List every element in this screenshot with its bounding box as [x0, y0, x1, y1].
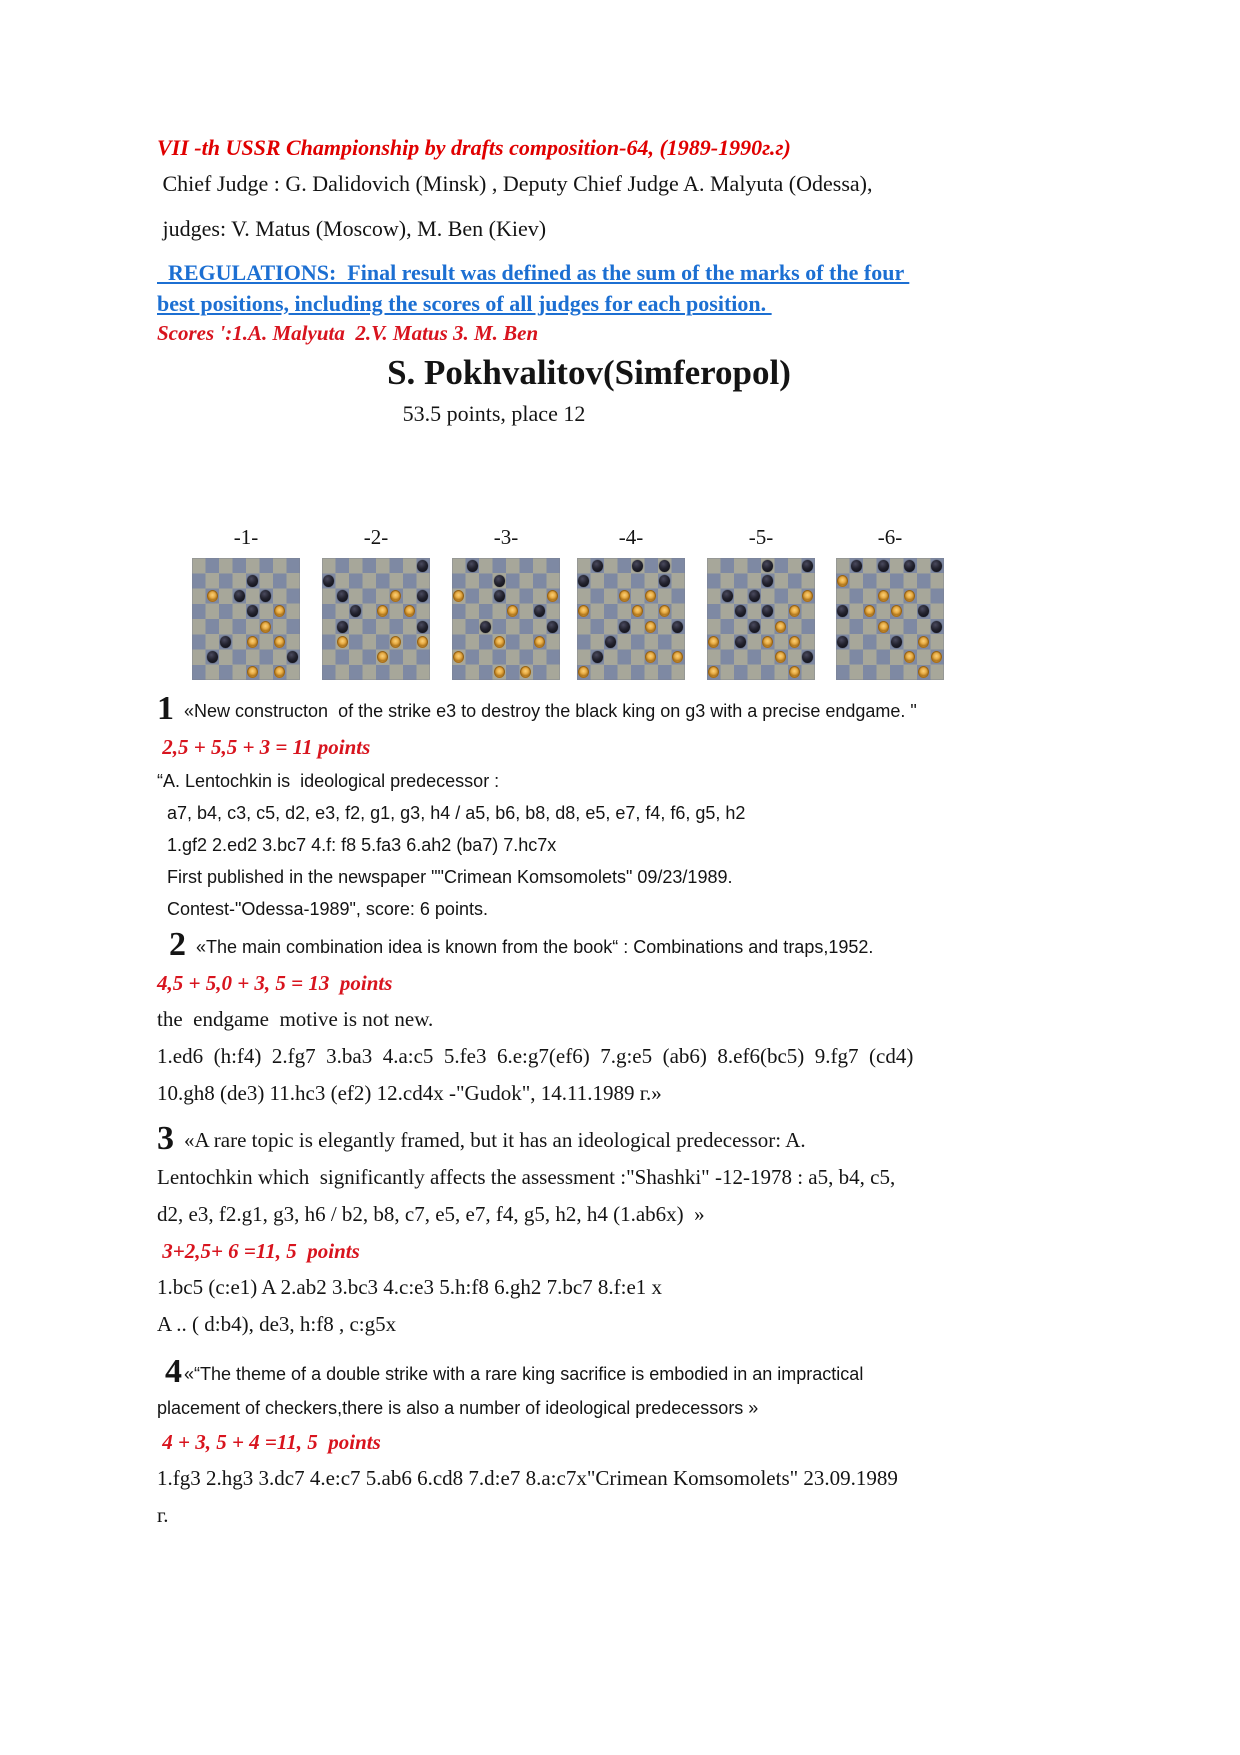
black-checker: [494, 590, 505, 602]
black-checker: [878, 560, 889, 572]
white-checker: [337, 636, 348, 648]
white-checker: [708, 636, 719, 648]
black-checker: [417, 590, 428, 602]
white-checker: [789, 636, 800, 648]
text-line: [157, 1353, 1185, 1390]
black-checker: [802, 651, 813, 663]
diagram-label: -3-: [493, 525, 519, 549]
black-checker: [350, 605, 361, 617]
diagram-label: -1-: [233, 525, 259, 549]
text-line: the endgame motive is not new.: [157, 1007, 434, 1031]
black-checker: [578, 575, 589, 587]
black-checker: [904, 560, 915, 572]
white-checker: [274, 666, 285, 678]
regulations: [157, 257, 1185, 319]
text-line: d2, e3, f2.g1, g3, h6 / b2, b8, c7, e5, e7, f4, g5, h2, h4 (1.ab6x) »: [157, 1202, 705, 1226]
white-checker: [645, 621, 656, 633]
black-checker: [337, 621, 348, 633]
section-head-text: «“The theme of a double strike with a rare king sacrifice is embodied in an impractical: [184, 1364, 864, 1384]
text-line: A .. ( d:b4), de3, h:f8 , c:g5x: [157, 1312, 397, 1336]
section-head-text: «The main combination idea is known from the book“ : Combinations and traps,1952.: [196, 937, 874, 957]
black-checker: [735, 605, 746, 617]
section-number: 4: [165, 1353, 182, 1390]
black-checker: [632, 560, 643, 572]
black-checker: [722, 590, 733, 602]
section-number: 2: [169, 926, 186, 963]
black-checker: [592, 560, 603, 572]
black-checker: [931, 560, 942, 572]
text-line: First published in the newspaper ""Crimean Komsomolets" 09/23/1989.: [157, 867, 733, 887]
section-head-text: «New constructon of the strike e3 to destroy the black king on g3 with a precise endgame. ": [184, 701, 917, 721]
black-checker: [480, 621, 491, 633]
section-3: [157, 1120, 1185, 1336]
white-checker: [377, 605, 388, 617]
black-checker: [234, 590, 245, 602]
white-checker: [260, 621, 271, 633]
diagram-label: -5-: [748, 525, 774, 549]
white-checker: [864, 605, 875, 617]
black-checker: [323, 575, 334, 587]
text-line: г.: [157, 1503, 169, 1527]
white-checker: [837, 575, 848, 587]
black-checker: [605, 636, 616, 648]
scores-line: Scores ':1.A. Malyuta 2.V. Matus 3. M. Ben: [157, 321, 539, 345]
white-checker: [390, 636, 401, 648]
white-checker: [207, 590, 218, 602]
black-checker: [619, 621, 630, 633]
white-checker: [891, 605, 902, 617]
text-line: 1.fg3 2.hg3 3.dc7 4.e:c7 5.ab6 6.cd8 7.d:e7 8.a:c7x"Crimean Komsomolets" 23.09.1989: [157, 1466, 898, 1490]
black-checker: [837, 605, 848, 617]
white-checker: [802, 590, 813, 602]
score-line: 4 + 3, 5 + 4 =11, 5 points: [157, 1430, 381, 1454]
white-checker: [775, 651, 786, 663]
white-checker: [789, 666, 800, 678]
black-checker: [417, 621, 428, 633]
text-line: 1.gf2 2.ed2 3.bc7 4.f: f8 5.fa3 6.ah2 (ba7) 7.hc7x: [157, 835, 557, 855]
black-checker: [547, 621, 558, 633]
text-line: [157, 690, 1185, 727]
result-line: 53.5 points, place 12: [402, 401, 586, 426]
checkers-board-1: [192, 558, 300, 680]
score-line: 4,5 + 5,0 + 3, 5 = 13 points: [157, 971, 393, 995]
black-checker: [659, 560, 670, 572]
checkers-board-5: [707, 558, 815, 680]
judges-line-2: judges: V. Matus (Moscow), M. Ben (Kiev): [157, 216, 547, 241]
black-checker: [534, 605, 545, 617]
checkers-board-4: [577, 558, 685, 680]
text-line: “A. Lentochkin is ideological predecessor :: [157, 771, 500, 791]
black-checker: [762, 560, 773, 572]
white-checker: [578, 605, 589, 617]
white-checker: [672, 651, 683, 663]
black-checker: [749, 621, 760, 633]
white-checker: [578, 666, 589, 678]
white-checker: [453, 590, 464, 602]
white-checker: [274, 605, 285, 617]
white-checker: [904, 651, 915, 663]
black-checker: [802, 560, 813, 572]
black-checker: [762, 605, 773, 617]
checkers-board-3: [452, 558, 560, 680]
section-2: [157, 926, 1185, 1105]
text-line: 10.gh8 (de3) 11.hc3 (ef2) 12.cd4x -"Gudok", 14.11.1989 г.»: [157, 1081, 662, 1105]
score-line: 3+2,5+ 6 =11, 5 points: [157, 1239, 360, 1263]
section-4: [157, 1353, 1185, 1527]
page-title: VII -th USSR Championship by drafts composition-64, (1989-1990г.г): [157, 135, 791, 160]
white-checker: [762, 636, 773, 648]
white-checker: [632, 605, 643, 617]
black-checker: [672, 621, 683, 633]
white-checker: [645, 590, 656, 602]
score-line: 2,5 + 5,5 + 3 = 11 points: [157, 735, 371, 759]
black-checker: [247, 605, 258, 617]
white-checker: [494, 636, 505, 648]
white-checker: [274, 636, 285, 648]
white-checker: [534, 636, 545, 648]
white-checker: [918, 636, 929, 648]
white-checker: [708, 666, 719, 678]
white-checker: [878, 621, 889, 633]
black-checker: [837, 636, 848, 648]
black-checker: [918, 605, 929, 617]
black-checker: [749, 590, 760, 602]
text-line: Contest-"Odessa-1989", score: 6 points.: [157, 899, 488, 919]
author-name: S. Pokhvalitov(Simferopol): [387, 353, 791, 392]
white-checker: [247, 666, 258, 678]
white-checker: [547, 590, 558, 602]
white-checker: [789, 605, 800, 617]
white-checker: [918, 666, 929, 678]
regulations-line-1: REGULATIONS: Final result was defined as the sum of the marks of the four: [157, 260, 910, 285]
white-checker: [619, 590, 630, 602]
white-checker: [507, 605, 518, 617]
white-checker: [247, 636, 258, 648]
section-1: [157, 690, 1185, 920]
checkers-board-6: [836, 558, 944, 680]
judges-line-1: Chief Judge : G. Dalidovich (Minsk) , Deputy Chief Judge A. Malyuta (Odessa),: [157, 171, 873, 196]
diagram-label: -6-: [877, 525, 903, 549]
text-line: a7, b4, c3, c5, d2, e3, f2, g1, g3, h4 / a5, b6, b8, d8, e5, e7, f4, f6, g5, h2: [157, 803, 746, 823]
black-checker: [735, 636, 746, 648]
white-checker: [659, 605, 670, 617]
white-checker: [494, 666, 505, 678]
diagram-label: -2-: [363, 525, 389, 549]
white-checker: [377, 651, 388, 663]
black-checker: [417, 560, 428, 572]
black-checker: [851, 560, 862, 572]
black-checker: [762, 575, 773, 587]
section-head-text: «A rare topic is elegantly framed, but it has an ideological predecessor: A.: [184, 1128, 806, 1152]
text-line: 1.bc5 (c:e1) A 2.ab2 3.bc3 4.c:e3 5.h:f8 6.gh2 7.bc7 8.f:e1 x: [157, 1275, 663, 1299]
black-checker: [494, 575, 505, 587]
diagram-label: -4-: [618, 525, 644, 549]
white-checker: [520, 666, 531, 678]
white-checker: [417, 636, 428, 648]
diagram-row: [157, 426, 1185, 698]
white-checker: [904, 590, 915, 602]
text-line: [157, 1120, 1185, 1157]
black-checker: [247, 575, 258, 587]
white-checker: [645, 651, 656, 663]
black-checker: [592, 651, 603, 663]
black-checker: [659, 575, 670, 587]
text-line: placement of checkers,there is also a number of ideological predecessors »: [157, 1398, 759, 1418]
white-checker: [775, 621, 786, 633]
black-checker: [467, 560, 478, 572]
sections: [157, 690, 1185, 1527]
section-number: 1: [157, 690, 174, 727]
checkers-board-2: [322, 558, 430, 680]
black-checker: [337, 590, 348, 602]
white-checker: [404, 605, 415, 617]
white-checker: [878, 590, 889, 602]
black-checker: [260, 590, 271, 602]
black-checker: [207, 651, 218, 663]
black-checker: [287, 651, 298, 663]
text-line: 1.ed6 (h:f4) 2.fg7 3.ba3 4.a:c5 5.fe3 6.e:g7(ef6) 7.g:e5 (ab6) 8.ef6(bc5) 9.fg7 (cd4): [157, 1044, 914, 1068]
black-checker: [891, 636, 902, 648]
text-line: [157, 926, 1185, 963]
regulations-line-2: best positions, including the scores of all judges for each position.: [157, 291, 772, 316]
white-checker: [453, 651, 464, 663]
section-number: 3: [157, 1120, 174, 1157]
text-line: Lentochkin which significantly affects the assessment :"Shashki" -12-1978 : a5, b4, c5,: [157, 1165, 896, 1189]
white-checker: [390, 590, 401, 602]
white-checker: [931, 651, 942, 663]
black-checker: [931, 621, 942, 633]
black-checker: [220, 636, 231, 648]
